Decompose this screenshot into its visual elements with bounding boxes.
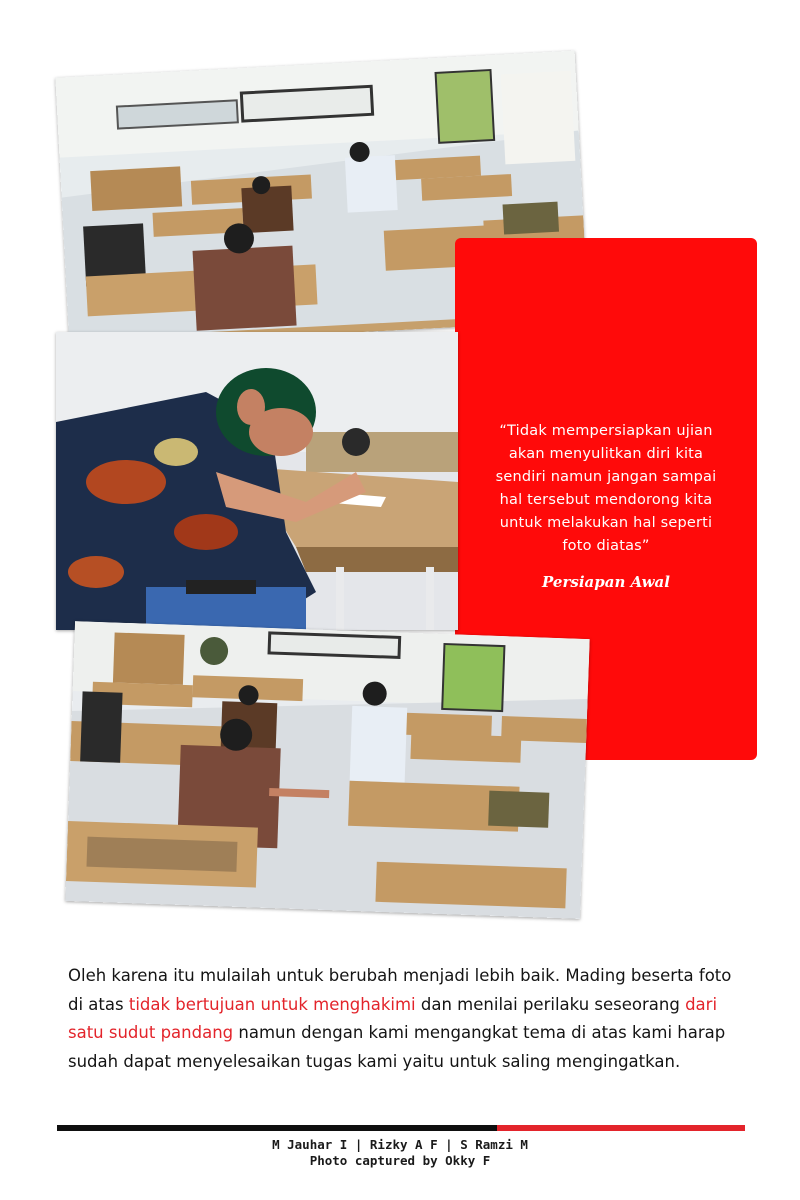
- quote-line: untuk melakukan hal seperti: [499, 515, 713, 531]
- body-text-segment: dan menilai perilaku seseorang: [415, 994, 686, 1014]
- quote-line: “Tidak mempersiapkan ujian: [499, 423, 713, 439]
- classroom-photo-bottom: [65, 621, 589, 919]
- classroom-photo-bottom-illustration: [65, 621, 589, 919]
- student-writing-photo-illustration: [56, 332, 458, 630]
- quote-line: hal tersebut mendorong kita: [499, 492, 713, 508]
- body-text-segment: namun dengan kami mengangkat tema di atas kami harap sudah dapat menyelesaikan tugas kami yaitu untuk saling mengingatkan.: [68, 1023, 726, 1071]
- student-writing-photo: [56, 332, 458, 630]
- footer-divider-red: [497, 1125, 745, 1131]
- quote-caption: Persiapan Awal: [542, 573, 670, 591]
- quote-line: foto diatas”: [562, 538, 650, 554]
- body-paragraph: [68, 962, 738, 1076]
- photographer-credit: Photo captured by Okky F: [309, 1153, 491, 1168]
- quote-line: sendiri namun jangan sampai: [495, 469, 717, 485]
- footer-divider-black: [57, 1125, 497, 1131]
- quote-text: [468, 420, 744, 558]
- body-text-segment: Oleh karena itu mulailah untuk berubah menjadi lebih baik. Mading beserta foto di atas: [68, 966, 732, 1014]
- credits: [0, 1137, 800, 1169]
- body-highlight: dari satu sudut pandang: [68, 994, 718, 1042]
- quote-line: akan menyulitkan diri kita: [508, 446, 704, 462]
- authors-credit: M Jauhar I | Rizky A F | S Ramzi M: [272, 1137, 528, 1152]
- body-highlight: tidak bertujuan untuk menghakimi: [128, 994, 416, 1014]
